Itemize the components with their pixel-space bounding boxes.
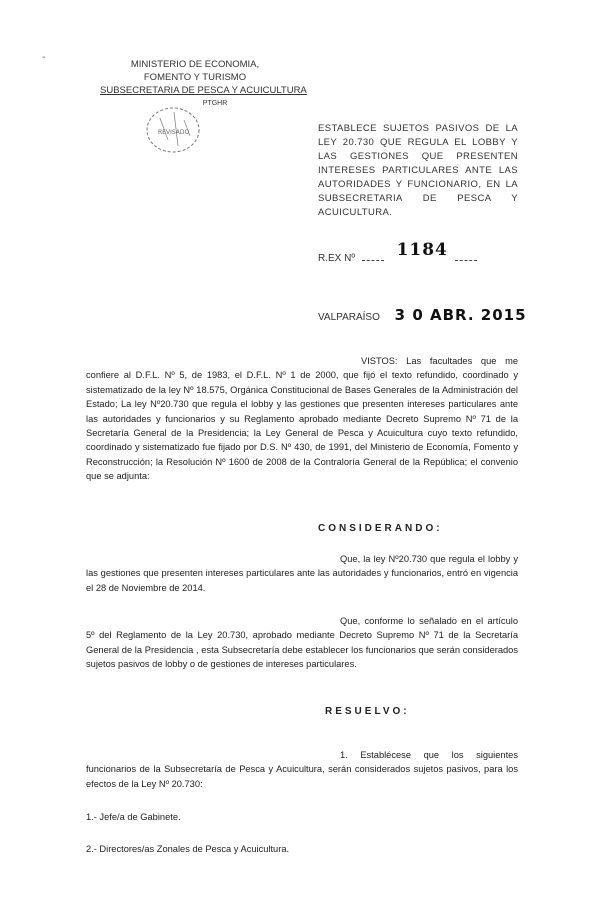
initials: PTGHR — [202, 100, 228, 107]
resuelvo-1: 1. Establécese que los siguientes funcionarios de la Subsecretaría de Pesca y Acuicultura, serán considerados sujetos pasivos, para los efectos de la Ley Nº 20.730: — [86, 750, 518, 789]
dash-line — [362, 260, 384, 261]
subsecretaria-name: SUBSECRETARIA DE PESCA Y ACUICULTURA — [100, 85, 307, 96]
svg-text:REVISADO: REVISADO — [158, 129, 190, 136]
ministry-subname: FOMENTO Y TURISMO — [143, 72, 247, 83]
resuelvo-heading: RESUELVO: — [325, 706, 410, 717]
considerando-1: Que, la ley Nº20.730 que regula el lobby y las gestiones que presenten intereses particulares ante las autoridades y funcionarios, entró en vigencia el 28 de Noviembre de 2014. — [86, 554, 518, 593]
ministry-name: MINISTERIO DE ECONOMIA, — [130, 59, 260, 70]
resolution-subject: ESTABLECE SUJETOS PASIVOS DE LA LEY 20.730 QUE REGULA EL LOBBY Y LAS GESTIONES QUE PRESENTEN INTERESES PARTICULARES ANTE LAS AUTORIDADES Y FUNCIONARIO, EN LA SUBSECRETARIA DE PESCA Y ACUICULTURA. — [318, 123, 518, 218]
office-stamp — [140, 100, 210, 158]
city: VALPARAÍSO — [318, 312, 380, 323]
resolution-number: 1184 — [396, 240, 448, 260]
date-stamp: 3 0 ABR. 2015 — [394, 306, 527, 324]
place-date-line — [318, 306, 527, 324]
margin-mark: - — [42, 52, 46, 63]
list-item: 2.- Directores/as Zonales de Pesca y Acuicultura. — [86, 844, 290, 854]
resolution-number-line — [318, 240, 481, 266]
vistos-paragraph: VISTOS: Las facultades que me confiere al D.F.L. Nº 5, de 1983, el D.F.L. Nº 1 de 2000, que fijó el texto refundido, coordinado y sistematizado de la ley Nº 18.575, Orgánica Constitucional de Bases Generales de la Administración del Estado; La ley Nº20.730 que regula el lobby y las gestiones que presenten intereses particulares ante las autoridades y funcionarios y su Reglamento aprobado mediante Decreto Supremo Nº 71 de la Secretaría General de la Presidencia; la Ley General de Pesca y Acuicultura cuyo texto refundido, coordinado y sistematizado fue fijado por D.S. Nº 430, de 1991, del Ministerio de Economía, Fomento y Reconstrucción; la Resolución Nº 1600 de 2008 de la Contraloría General de la República; el convenio que se adjunta: — [86, 356, 518, 482]
considerando-heading: CONSIDERANDO: — [318, 523, 443, 534]
considerando-2: Que, conforme lo señalado en el artículo 5º del Reglamento de la Ley 20.730, aprobado mediante Decreto Supremo Nº 71 de la Secretaría General de la Presidencia , esta Subsecretaría debe establecer los funcionarios que serán considerados sujetos pasivos de lobby o de gestiones de intereses particulares. — [86, 616, 518, 670]
resolution-label: R.EX Nº — [318, 253, 355, 264]
list-item: 1.- Jefe/a de Gabinete. — [86, 812, 181, 822]
dash-line — [455, 260, 477, 261]
